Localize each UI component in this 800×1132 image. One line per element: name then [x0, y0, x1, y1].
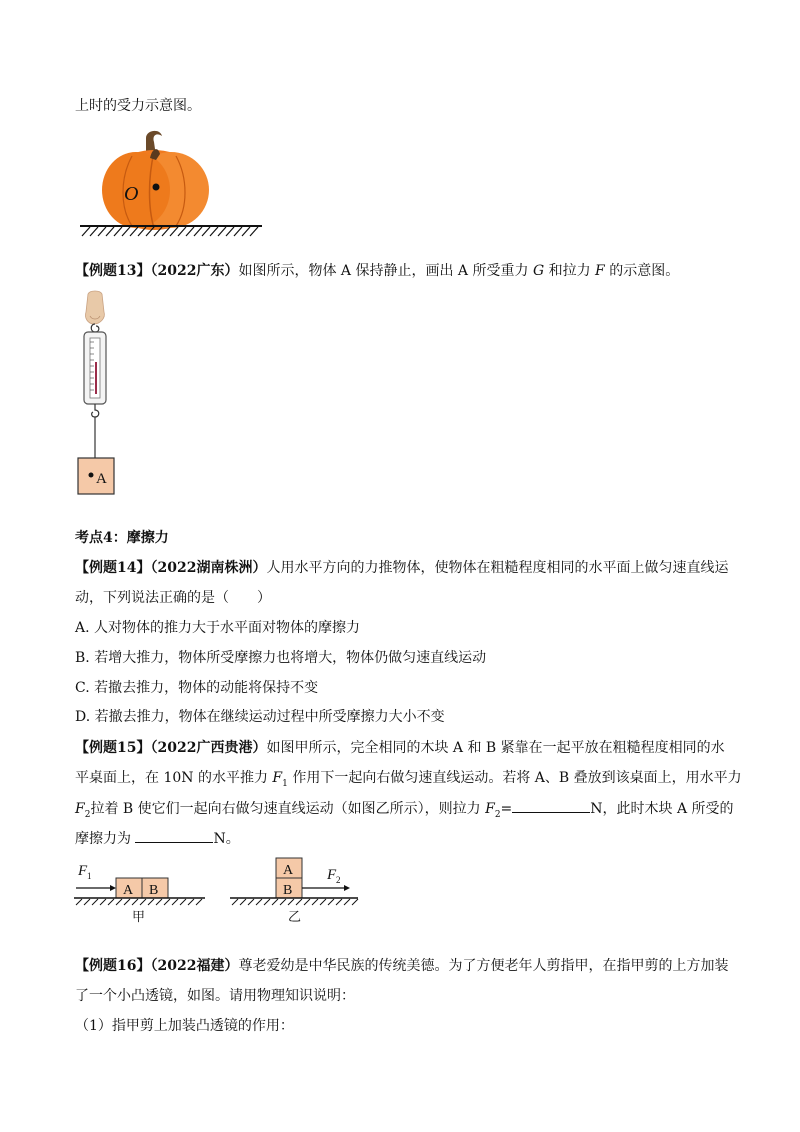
example-15-source: （2022广西贵港）: [150, 740, 267, 756]
force-f1-sub: 1: [87, 871, 92, 881]
force-f2-arrowhead: [344, 885, 350, 891]
example-15-line-1: [75, 738, 725, 758]
caption-jia: 甲: [132, 909, 146, 924]
block-b-jia-label: B: [149, 883, 159, 898]
top-hook: [91, 324, 99, 332]
spring-scale-figure: [70, 290, 130, 500]
table-hatch-jia: [76, 899, 202, 905]
symbol-f2-sub: 2: [84, 809, 91, 820]
example-15-line-2: [75, 768, 742, 794]
point-label: O: [124, 183, 139, 205]
example-15-text-4b: N。: [213, 831, 240, 847]
example-13-question: [75, 261, 679, 281]
force-f1-arrowhead: [110, 885, 116, 891]
block-b-yi-label: B: [283, 883, 293, 898]
example-14-tag: 【例题14】: [75, 560, 151, 576]
answer-blank-1[interactable]: [512, 798, 590, 813]
block-a-yi-label: A: [283, 863, 294, 878]
example-13-text-c: 的示意图。: [604, 263, 680, 279]
symbol-f1-sub: 1: [282, 778, 288, 789]
example-15-text-2b: 作用下一起向右做匀速直线运动。若将 A、B 叠放到该桌面上，用水平力: [287, 770, 742, 786]
example-14-source: （2022湖南株洲）: [150, 560, 267, 576]
ground-hatch: [82, 227, 258, 236]
block-a-jia-label: A: [123, 883, 134, 898]
symbol-g: G: [532, 263, 545, 279]
caption-yi: 乙: [288, 909, 302, 924]
option-c: C. 若撤去推力，物体的动能将保持不变: [75, 680, 319, 696]
intro-line: 上时的受力示意图。: [75, 98, 201, 114]
force-f2-label: F: [327, 867, 337, 883]
example-15-text-3a: 拉着 B 使它们一起向右做匀速直线运动（如图乙所示），则拉力: [90, 801, 486, 817]
symbol-f1: F: [272, 770, 283, 786]
example-15-text-4a: 摩擦力为: [75, 831, 136, 847]
section-title: 考点4：摩擦力: [75, 530, 169, 546]
symbol-f: F: [595, 263, 605, 279]
example-15-text-3b: =: [500, 801, 513, 817]
symbol-f2: F: [75, 801, 85, 817]
bottom-hook: [92, 404, 99, 417]
figure-yi: [228, 855, 363, 925]
hand-icon: [85, 291, 104, 324]
symbol-f2b: F: [485, 801, 495, 817]
example-15-line-3: [75, 798, 734, 825]
example-16-line-3: （1）指甲剪上加装凸透镜的作用：: [75, 1018, 294, 1034]
option-d: D. 若撤去推力，物体在继续运动过程中所受摩擦力大小不变: [75, 709, 445, 725]
option-a: A. 人对物体的推力大于水平面对物体的摩擦力: [75, 620, 361, 636]
example-14-line-1: [75, 558, 728, 578]
pumpkin-icon: [102, 131, 209, 230]
force-f1-label: F: [78, 863, 88, 879]
example-14-line-2: 动，下列说法正确的是（ ）: [75, 590, 271, 606]
spring-scale-icon: [84, 332, 106, 404]
figure-jia: [72, 855, 207, 925]
example-15-text-3c: N，此时木块 A 所受的: [590, 801, 734, 817]
symbol-f2b-sub: 2: [494, 809, 501, 820]
example-15-tag: 【例题15】: [75, 740, 151, 756]
example-13-text-a: 如图所示，物体 A 保持静止，画出 A 所受重力: [238, 263, 533, 279]
block-a-center: [89, 473, 94, 478]
answer-blank-2[interactable]: [135, 828, 213, 843]
example-13-source: （2022广东）: [150, 263, 239, 279]
table-hatch-yi: [232, 899, 358, 905]
block-a-label: A: [96, 471, 107, 487]
option-b: B. 若增大推力，物体所受摩擦力也将增大，物体仍做匀速直线运动: [75, 650, 487, 666]
example-14-text-1: 人用水平方向的力推物体，使物体在粗糙程度相同的水平面上做匀速直线运: [266, 560, 729, 576]
example-15-text-2a: 平桌面上，在 10N 的水平推力: [75, 770, 273, 786]
example-16-source: （2022福建）: [150, 958, 239, 974]
center-point: [153, 184, 160, 191]
pumpkin-figure: [76, 128, 266, 240]
example-16-line-1: [75, 956, 728, 976]
force-f2-sub: 2: [336, 875, 341, 885]
example-13-text-b: 和拉力: [544, 263, 596, 279]
example-15-line-4: [75, 828, 240, 849]
example-16-line-2: 了一个小凸透镜，如图。请用物理知识说明：: [75, 988, 355, 1004]
example-13-tag: 【例题13】: [75, 263, 151, 279]
example-16-text-1: 尊老爱幼是中华民族的传统美德。为了方便老年人剪指甲，在指甲剪的上方加装: [238, 958, 729, 974]
example-16-tag: 【例题16】: [75, 958, 151, 974]
example-15-text-1: 如图甲所示，完全相同的木块 A 和 B 紧靠在一起平放在粗糙程度相同的水: [266, 740, 725, 756]
